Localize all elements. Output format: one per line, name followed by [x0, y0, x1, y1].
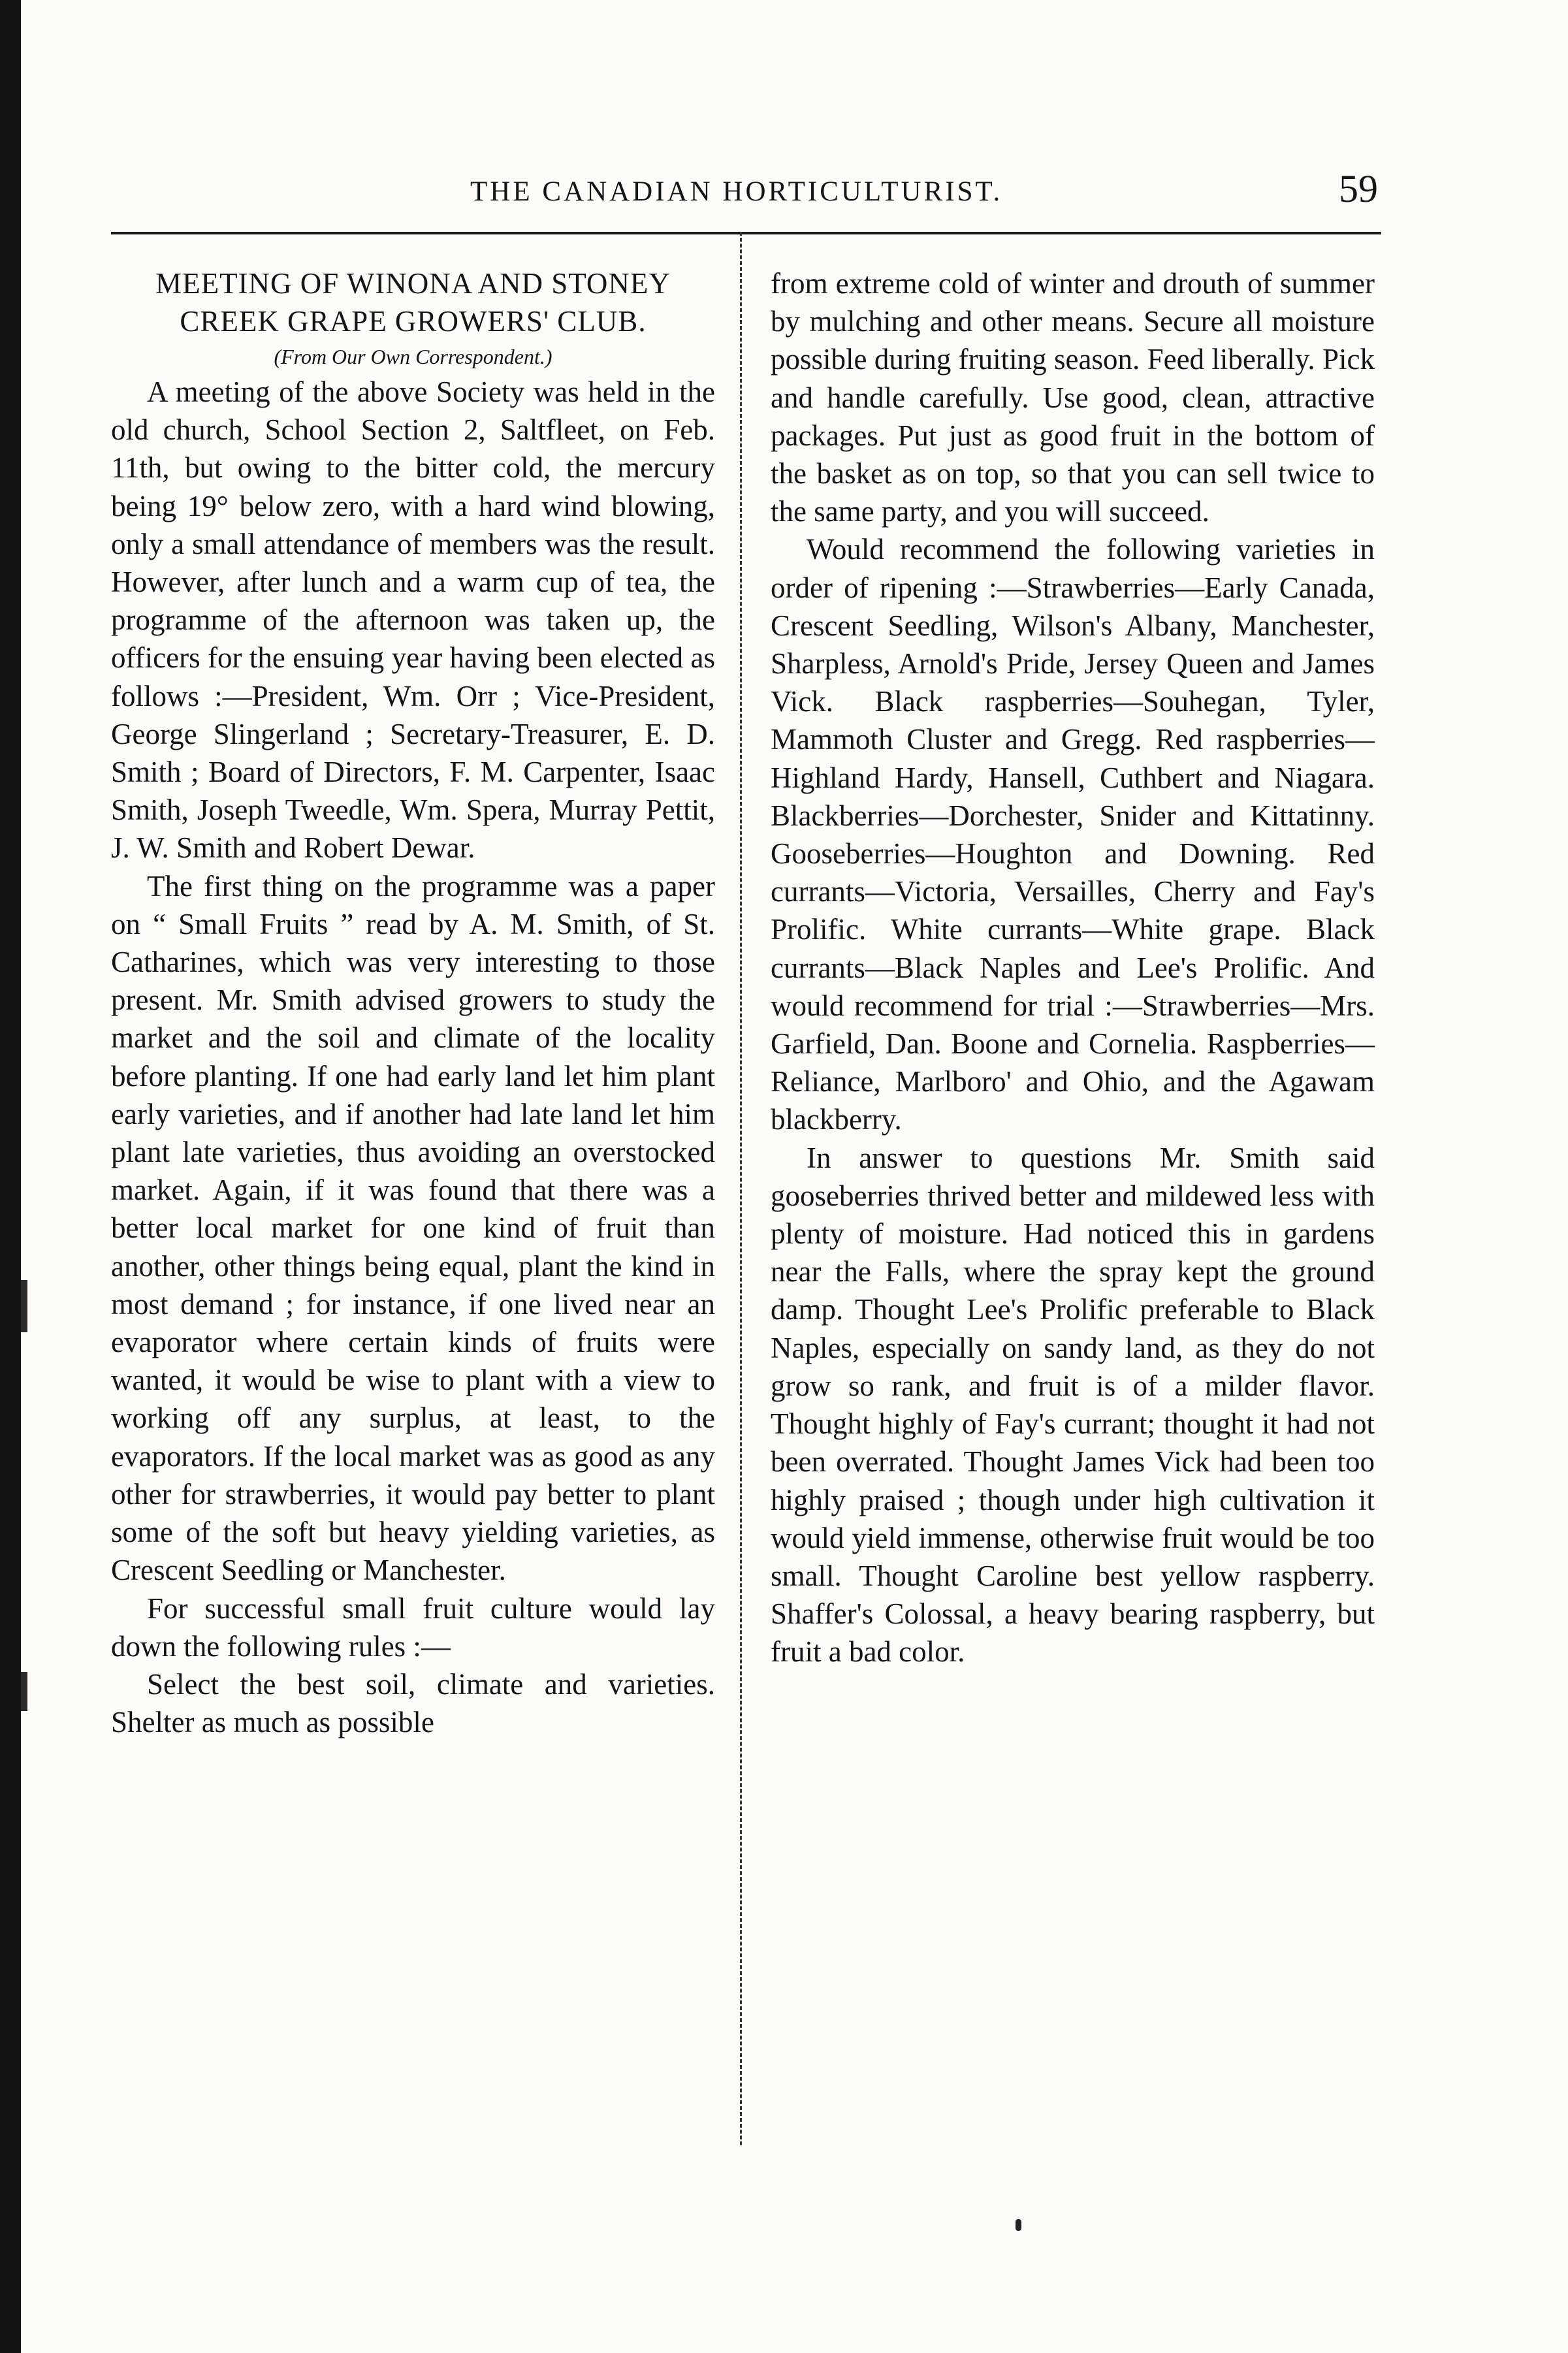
running-head: THE CANADIAN HORTICULTURIST.	[470, 176, 1003, 207]
binding-edge	[0, 0, 21, 2353]
article-byline: (From Our Own Correspondent.)	[274, 345, 552, 368]
left-column	[111, 264, 715, 1741]
paragraph: from extreme cold of winter and drouth of summer by mulching and other means. Secure all moisture possible during fruiting season. Feed liberally. Pick and handle carefully. Use good, clean, attractive packages. Put just as good fruit in the bottom of the basket as on top, so that you can sell twice to the same party, and you will succeed.	[771, 267, 1375, 528]
paragraph: The first thing on the programme was a paper on “ Small Fruits ” read by A. M. Smith, of St. Catharines, which was very interesting to those present. Mr. Smith advised growers to study the market and the soil and climate of the locality before planting. If one had early land let him plant early varieties, and if another had late land let him plant late varieties, thus avoiding an overstocked market. Again, if it was found that there was a better local market for one kind of fruit than another, other things being equal, plant the kind in most demand ; for instance, if one lived near an evaporator where certain kinds of fruits were wanted, it would be wise to plant with a view to working off any surplus, at least, to the evaporators. If the local market was as good as any other for strawberries, it would pay better to plant some of the soft but heavy yielding varieties, as Crescent Seedling or Manchester.	[111, 869, 715, 1587]
paragraph: Would recommend the following varieties in order of ripening :—Strawberries—Early Canada, Crescent Seedling, Wilson's Albany, Manchester, Sharpless, Arnold's Pride, Jersey Queen and James Vick. Black raspberries—Souhegan, Tyler, Mammoth Cluster and Gregg. Red raspberries—Highland Hardy, Hansell, Cuthbert and Niagara. Blackberries—Dorchester, Snider and Kittatinny. Gooseberries—Houghton and Downing. Red currants—Victoria, Versailles, Cherry and Fay's Prolific. White currants—White grape. Black currants—Black Naples and Lee's Prolific. And would recommend for trial :—Strawberries—Mrs. Garfield, Dan. Boone and Cornelia. Raspberries—Reliance, Marlboro' and Ohio, and the Agawam blackberry.	[771, 533, 1375, 1136]
article-title-line: CREEK GRAPE GROWERS' CLUB.	[180, 305, 647, 338]
ink-mark	[1016, 2219, 1021, 2231]
column-divider	[740, 232, 742, 2145]
article-title	[111, 264, 715, 340]
paragraph: Select the best soil, climate and varieties. Shelter as much as possible	[111, 1667, 715, 1739]
binding-mark	[21, 1280, 27, 1332]
right-column	[771, 264, 1375, 1671]
article-title-line: MEETING OF WINONA AND STONEY	[155, 267, 671, 300]
binding-mark	[21, 1672, 27, 1711]
page-header	[114, 167, 1378, 219]
paragraph: For successful small fruit culture would lay down the following rules :—	[111, 1592, 715, 1663]
paragraph: A meeting of the above Society was held in the old church, School Section 2, Saltfleet, on Feb. 11th, but owing to the bitter cold, the mercury being 19° below zero, with a hard wind blowing, only a small attendance of members was the result. However, after lunch and a warm cup of tea, the programme of the afternoon was taken up, the officers for the ensuing year having been elected as follows :—President, Wm. Orr ; Vice-President, George Slingerland ; Secretary-Treasurer, E. D. Smith ; Board of Directors, F. M. Carpenter, Isaac Smith, Joseph Tweedle, Wm. Spera, Murray Pettit, J. W. Smith and Robert Dewar.	[111, 376, 715, 865]
paragraph: In answer to questions Mr. Smith said gooseberries thrived better and mildewed less with plenty of moisture. Had noticed this in gardens near the Falls, where the spray kept the ground damp. Thought Lee's Prolific preferable to Black Naples, especially on sandy land, as they do not grow so rank, and fruit is of a milder flavor. Thought highly of Fay's currant; thought it had not been overrated. Thought James Vick had been too highly praised ; though under high cultivation it would yield immense, otherwise fruit would be too small. Thought Caroline best yellow raspberry. Shaffer's Colossal, a heavy bearing raspberry, but fruit a bad color.	[771, 1141, 1375, 1669]
page-number: 59	[1339, 167, 1378, 210]
header-rule	[111, 232, 1381, 234]
